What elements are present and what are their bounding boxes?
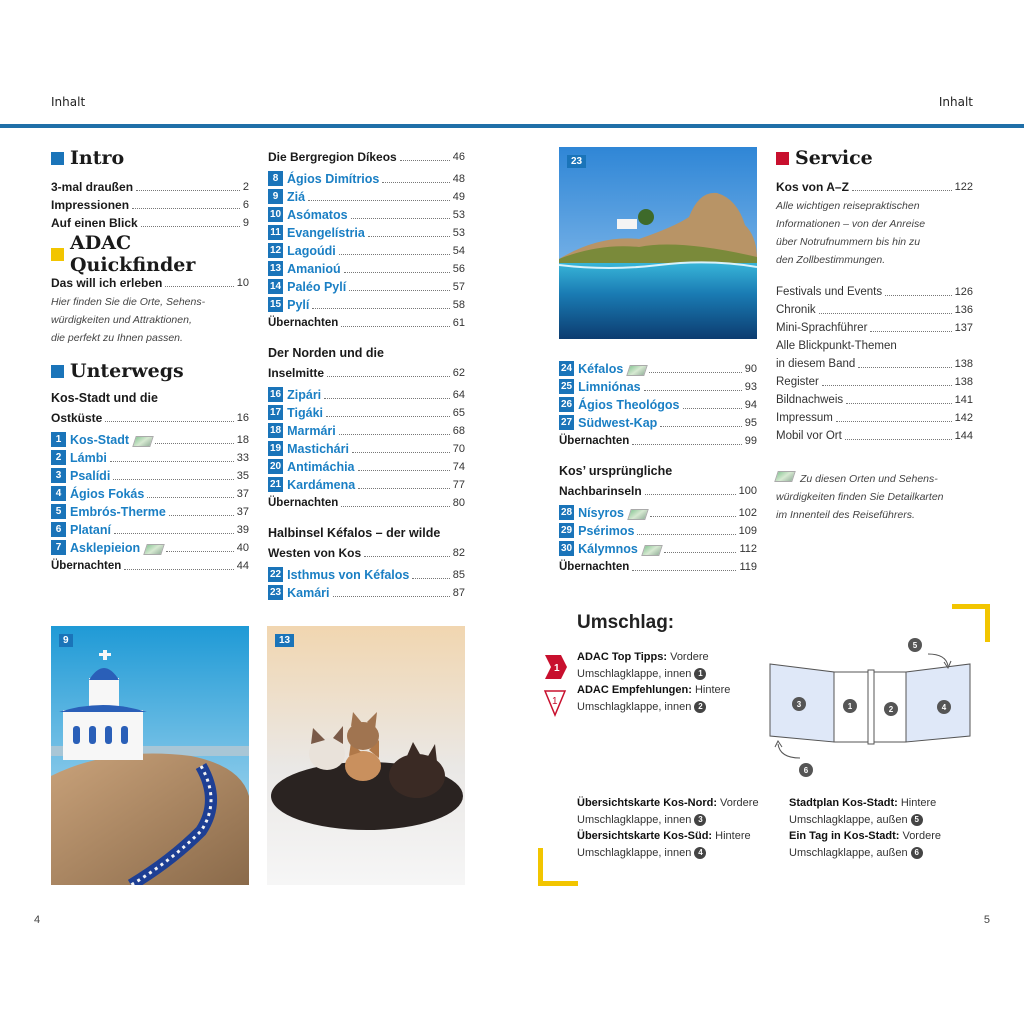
page-number: 85 xyxy=(452,569,465,581)
running-head-right: Inhalt xyxy=(938,95,973,109)
place-entry[interactable] xyxy=(559,520,757,538)
header-rule xyxy=(0,124,1024,128)
place-entry[interactable] xyxy=(51,501,249,519)
number-circle: 4 xyxy=(694,847,706,859)
place-entry[interactable] xyxy=(268,438,465,456)
diagram-label: 5 xyxy=(912,641,918,650)
page-number: 109 xyxy=(738,525,757,537)
place-name: Lagoúdi xyxy=(287,244,336,258)
page-number: 40 xyxy=(236,542,249,554)
toc-entry[interactable]: Nachbarinseln 100 xyxy=(559,484,757,498)
place-number-badge: 5 xyxy=(51,504,66,519)
diagram-label: 2 xyxy=(888,705,894,714)
place-name: Antimáchia xyxy=(287,460,355,474)
map-pin-icon xyxy=(132,436,154,447)
place-name: Marmári xyxy=(287,424,336,438)
toc-entry[interactable]: Impressionen 6 xyxy=(51,198,249,212)
pin-hint: Zu diesen Orten und Sehens- würdigkeiten finden Sie Detailkarten im Innenteil des Reiseführers. xyxy=(776,473,944,521)
place-entry[interactable] xyxy=(268,276,465,294)
church-photo-image xyxy=(51,626,249,885)
service-heading: Service xyxy=(776,146,973,170)
place-name: Pylí xyxy=(287,298,310,312)
column-1 xyxy=(51,146,249,573)
quickfinder-heading: ADAC Quickfinder xyxy=(51,242,249,266)
place-name: Paléo Pylí xyxy=(287,280,347,294)
map-pin-icon xyxy=(627,509,649,520)
place-entry[interactable] xyxy=(268,384,465,402)
red-square-icon xyxy=(776,152,789,165)
place-name: Evangelístria xyxy=(287,226,365,240)
place-entry[interactable] xyxy=(268,294,465,312)
place-number-badge: 17 xyxy=(270,407,282,418)
place-name: Kéfalos xyxy=(578,362,624,376)
place-number-badge: 6 xyxy=(51,522,66,537)
place-entry[interactable] xyxy=(51,429,249,447)
photo-cats xyxy=(267,626,465,885)
number-circle: 1 xyxy=(694,668,706,680)
place-number-badge: 26 xyxy=(561,399,573,410)
place-name: Amanioú xyxy=(287,262,341,276)
place-number-badge: 3 xyxy=(51,468,66,483)
place-name: Nísyros xyxy=(578,506,624,520)
place-number-badge: 19 xyxy=(270,443,282,454)
place-number-badge: 28 xyxy=(561,507,573,518)
page-number: 49 xyxy=(452,191,465,203)
umschlag-legend-top: ADAC Top Tipps: Vordere Umschlagklappe, innen 1 ADAC Empfehlungen: Hintere Umschlagklappe, innen 2 xyxy=(577,651,731,713)
toc-entry[interactable]: Alle Blickpunkt-Themen xyxy=(776,340,897,352)
place-entry[interactable] xyxy=(268,420,465,438)
umschlag-heading: Umschlag: xyxy=(577,612,675,633)
page-number: 37 xyxy=(236,506,249,518)
place-entry[interactable] xyxy=(559,358,757,376)
place-entry[interactable] xyxy=(268,186,465,204)
page-number: 58 xyxy=(452,299,465,311)
place-entry[interactable] xyxy=(51,537,249,555)
page-number-right: 5 xyxy=(983,914,990,926)
page-number: 35 xyxy=(236,470,249,482)
toc-entry[interactable]: 3-mal draußen 2 xyxy=(51,180,249,194)
place-name: Kardámena xyxy=(287,478,356,492)
islands-places xyxy=(559,502,757,556)
place-name: Asómatos xyxy=(287,208,348,222)
map-pin-icon xyxy=(774,471,796,482)
place-entry[interactable] xyxy=(559,376,757,394)
place-entry[interactable] xyxy=(268,582,465,600)
map-pin-icon xyxy=(626,365,648,376)
toc-entry[interactable]: Westen von Kos 82 xyxy=(268,546,465,560)
toc-entry[interactable]: Auf einen Blick 9 xyxy=(51,216,249,230)
place-entry[interactable] xyxy=(268,240,465,258)
place-name: Ágios Theológos xyxy=(578,398,680,412)
toc-entry[interactable]: Die Bergregion Díkeos 46 xyxy=(268,150,465,164)
toc-entry[interactable]: Mobil vor Ort 144 xyxy=(776,430,973,442)
toc-entry[interactable]: in diesem Band 138 xyxy=(776,358,973,370)
toc-entry[interactable]: Inselmitte 62 xyxy=(268,366,465,380)
page-number: 53 xyxy=(452,209,465,221)
diagram-label: 1 xyxy=(847,702,853,711)
page-number: 57 xyxy=(452,281,465,293)
toc-entry[interactable]: Mini-Sprachführer 137 xyxy=(776,322,973,334)
place-name: Kos-Stadt xyxy=(70,433,130,447)
region-heading: Der Norden und die xyxy=(268,346,384,360)
place-entry[interactable] xyxy=(268,222,465,240)
page-number: 33 xyxy=(236,452,249,464)
place-number-badge: 30 xyxy=(561,543,573,554)
place-entry[interactable] xyxy=(559,538,757,556)
place-number-badge: 24 xyxy=(561,363,573,374)
place-name: Tigáki xyxy=(287,406,324,420)
number-circle: 3 xyxy=(694,814,706,826)
page-number: 53 xyxy=(452,227,465,239)
unterwegs-places xyxy=(51,429,249,555)
kefalos-south-places xyxy=(559,358,757,430)
place-entry[interactable] xyxy=(268,258,465,276)
place-number-badge: 9 xyxy=(268,189,283,204)
place-name: Ziá xyxy=(287,190,306,204)
place-number-badge: 25 xyxy=(561,381,573,392)
page-number: 87 xyxy=(452,587,465,599)
place-entry[interactable] xyxy=(268,204,465,222)
place-entry[interactable] xyxy=(51,447,249,465)
number-circle: 2 xyxy=(694,701,706,713)
page-number: 102 xyxy=(738,507,757,519)
place-entry[interactable] xyxy=(268,402,465,420)
place-number-badge: 7 xyxy=(51,540,66,555)
toc-entry[interactable]: Register 138 xyxy=(776,376,973,388)
toc-entry[interactable]: Festivals und Events 126 xyxy=(776,286,973,298)
place-name: Plataní xyxy=(70,523,111,537)
kamari-photo-image xyxy=(559,147,757,339)
page-number: 64 xyxy=(452,389,465,401)
place-number-badge: 21 xyxy=(270,479,282,490)
toc-entry[interactable]: Übernachten 119 xyxy=(559,561,757,573)
page-number: 95 xyxy=(744,417,757,429)
blue-square-icon xyxy=(51,365,64,378)
place-entry[interactable] xyxy=(559,502,757,520)
place-entry[interactable] xyxy=(51,519,249,537)
number-circle: 5 xyxy=(911,814,923,826)
toc-entry[interactable]: Übernachten 61 xyxy=(268,317,465,329)
photo-kamari xyxy=(559,147,757,339)
region-heading: Halbinsel Kéfalos – der wilde xyxy=(268,526,441,540)
intro-heading: Intro xyxy=(51,146,249,170)
photo-number-badge: 13 xyxy=(275,634,294,647)
page-number: 112 xyxy=(739,543,757,555)
region-heading: Kos’ ursprüngliche xyxy=(559,464,673,478)
toc-entry[interactable]: Kos von A–Z 122 xyxy=(776,180,973,194)
place-entry[interactable] xyxy=(268,474,465,492)
photo-church xyxy=(51,626,249,885)
page-number: 18 xyxy=(236,434,249,446)
empfehlung-marker-number: 1 xyxy=(552,696,558,707)
toc-entry[interactable]: Übernachten 99 xyxy=(559,435,757,447)
place-name: Kamári xyxy=(287,586,330,600)
place-name: Embrós-Therme xyxy=(70,505,166,519)
page-number: 48 xyxy=(452,173,465,185)
place-number-badge: 18 xyxy=(270,425,282,436)
place-name: Zipári xyxy=(287,388,322,402)
toc-entry[interactable]: Impressum 142 xyxy=(776,412,973,424)
place-name: Lámbi xyxy=(70,451,107,465)
place-entry[interactable] xyxy=(51,483,249,501)
place-entry[interactable] xyxy=(51,465,249,483)
photo-number-badge: 23 xyxy=(567,155,586,168)
quickfinder-hint: Hier finden Sie die Orte, Sehens- würdigkeiten und Attraktionen, die perfekt zu Ihnen passen. xyxy=(51,296,206,344)
recommendation-markers xyxy=(543,653,569,719)
page-number: 65 xyxy=(452,407,465,419)
kefalos-places xyxy=(268,564,465,600)
place-name: Psalídi xyxy=(70,469,111,483)
diagram-label: 6 xyxy=(803,766,809,775)
diagram-label: 4 xyxy=(941,703,947,712)
cover-diagram xyxy=(764,634,974,780)
page-number: 39 xyxy=(236,524,249,536)
place-number-badge: 8 xyxy=(268,171,283,186)
toc-entry[interactable]: Übernachten 44 xyxy=(51,560,249,572)
place-entry[interactable] xyxy=(268,456,465,474)
running-head-left: Inhalt xyxy=(51,95,86,109)
cats-photo-image xyxy=(267,626,465,885)
unterwegs-heading: Unterwegs xyxy=(51,359,249,383)
page-number: 37 xyxy=(236,488,249,500)
toc-entry[interactable]: Das will ich erleben 10 xyxy=(51,276,249,290)
place-entry[interactable] xyxy=(268,168,465,186)
service-list xyxy=(776,281,973,443)
place-name: Isthmus von Kéfalos xyxy=(287,568,410,582)
place-entry[interactable] xyxy=(268,564,465,582)
place-number-badge: 13 xyxy=(270,263,282,274)
place-number-badge: 1 xyxy=(51,432,66,447)
place-number-badge: 27 xyxy=(561,417,573,428)
column-4 xyxy=(776,146,973,524)
norden-places xyxy=(268,384,465,492)
place-name: Ágios Dimítrios xyxy=(287,172,380,186)
place-name: Kálymnos xyxy=(578,542,638,556)
top-tipp-marker-number: 1 xyxy=(554,663,560,674)
diagram-label: 3 xyxy=(796,700,802,709)
page-number: 68 xyxy=(452,425,465,437)
service-hint: Alle wichtigen reisepraktischen Informationen – von der Anreise über Notrufnummern bis hin zu den Zollbestimmungen. xyxy=(776,200,926,266)
column-3 xyxy=(559,358,757,574)
photo-number-badge: 9 xyxy=(59,634,73,647)
column-2 xyxy=(268,146,465,600)
number-circle: 6 xyxy=(911,847,923,859)
place-name: Ágios Fokás xyxy=(70,487,145,501)
blue-square-icon xyxy=(51,152,64,165)
place-number-badge: 11 xyxy=(268,225,283,240)
place-number-badge: 20 xyxy=(270,461,282,472)
yellow-corner-bottom-left xyxy=(538,848,578,886)
place-number-badge: 2 xyxy=(51,450,66,465)
toc-entry[interactable]: Bildnachweis 141 xyxy=(776,394,973,406)
page-number: 94 xyxy=(744,399,757,411)
page-number: 74 xyxy=(452,461,465,473)
place-number-badge: 15 xyxy=(270,299,282,310)
page-number: 93 xyxy=(744,381,757,393)
region-heading: Kos-Stadt und die xyxy=(51,391,158,405)
yellow-square-icon xyxy=(51,248,64,261)
intro-list xyxy=(51,176,249,230)
map-pin-icon xyxy=(143,544,165,555)
page-number: 77 xyxy=(452,479,465,491)
place-entry[interactable] xyxy=(559,394,757,412)
place-number-badge: 23 xyxy=(270,587,282,598)
place-name: Psérimos xyxy=(578,524,635,538)
place-name: Mastichári xyxy=(287,442,349,456)
page-number: 90 xyxy=(744,363,757,375)
map-pin-icon xyxy=(641,545,663,556)
place-number-badge: 10 xyxy=(270,209,282,220)
place-name: Limniónas xyxy=(578,380,641,394)
place-number-badge: 12 xyxy=(270,245,282,256)
place-entry[interactable] xyxy=(559,412,757,430)
place-number-badge: 16 xyxy=(270,389,282,400)
bergregion-places xyxy=(268,168,465,312)
toc-entry[interactable]: Ostküste 16 xyxy=(51,411,249,425)
umschlag-legend-left: Übersichtskarte Kos-Nord: Vordere Umschlagklappe, innen 3 Übersichtskarte Kos-Süd: Hintere Umschlagklappe, innen 4 xyxy=(577,797,759,859)
umschlag-legend-right: Stadtplan Kos-Stadt: Hintere Umschlagklappe, außen 5 Ein Tag in Kos-Stadt: Vordere Umschlagklappe, außen 6 xyxy=(789,797,941,859)
page-number: 54 xyxy=(452,245,465,257)
place-name: Südwest-Kap xyxy=(578,416,658,430)
place-number-badge: 14 xyxy=(270,281,282,292)
page-number: 56 xyxy=(452,263,465,275)
place-number-badge: 22 xyxy=(270,569,282,580)
page-number: 70 xyxy=(452,443,465,455)
toc-entry[interactable]: Chronik 136 xyxy=(776,304,973,316)
toc-entry[interactable]: Übernachten 80 xyxy=(268,497,465,509)
page-number-left: 4 xyxy=(34,914,41,926)
place-number-badge: 4 xyxy=(51,486,66,501)
place-name: Asklepieion xyxy=(70,541,141,555)
place-number-badge: 29 xyxy=(561,525,573,536)
